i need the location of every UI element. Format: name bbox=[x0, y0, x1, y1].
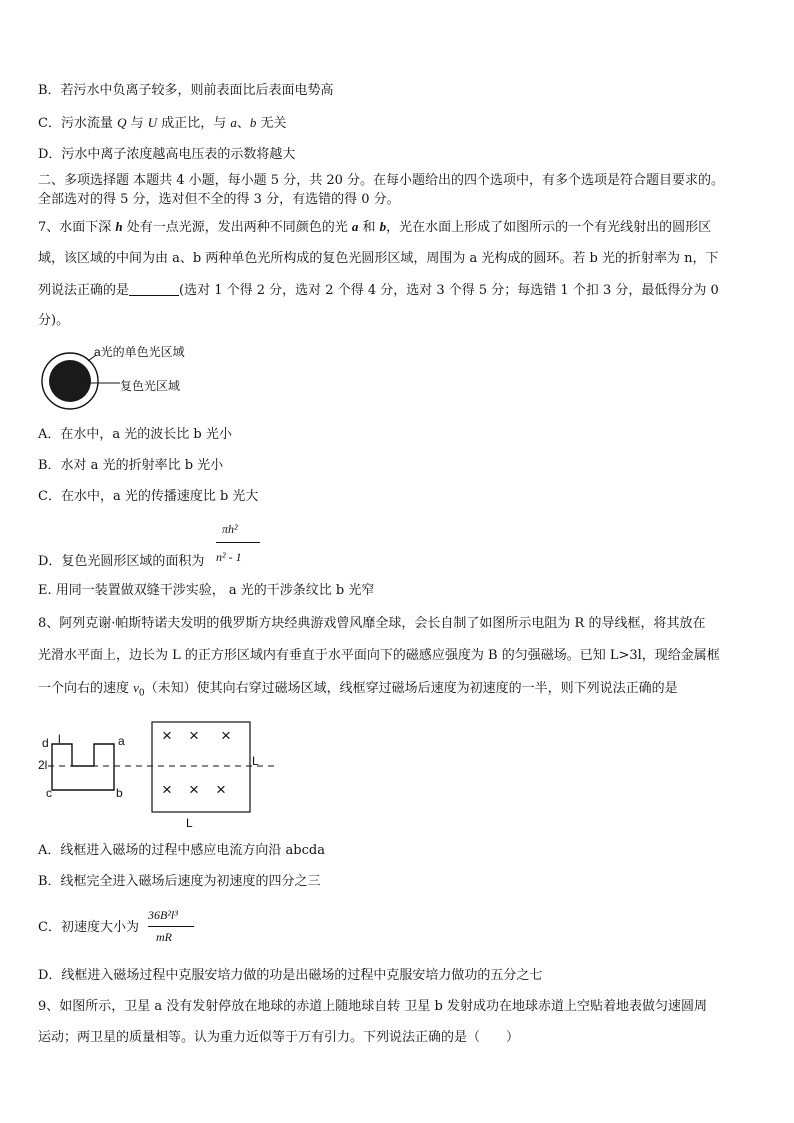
inner-region-label: 复色光区域 bbox=[120, 379, 181, 393]
formula8-denominator: mR bbox=[156, 930, 172, 944]
outer-region-label: a光的单色光区域 bbox=[94, 345, 185, 359]
q7-option-c: C．在水中，a 光的传播速度比 b 光大 bbox=[38, 489, 259, 504]
field-cross: × bbox=[189, 780, 199, 799]
formula-area bbox=[216, 520, 276, 570]
light-region-figure bbox=[38, 345, 238, 415]
q8-option-b: B．线框完全进入磁场后速度为初速度的四分之三 bbox=[38, 874, 321, 889]
field-cross: × bbox=[216, 780, 226, 799]
label-l: l bbox=[58, 732, 61, 746]
q8-option-c: C．初速度大小为 bbox=[38, 920, 139, 935]
option-d-prev: D．污水中离子浓度越高电压表的示数将越大 bbox=[38, 147, 296, 162]
q8-line2: 光滑水平面上，边长为 L 的正方形区域内有垂直于水平面向下的磁感应强度为 B 的匀强磁场。已知 L>3l，现给金属框 bbox=[38, 648, 720, 663]
q9-line2: 运动；两卫星的质量相等。认为重力近似等于万有引力。下列说法正确的是（ ） bbox=[38, 1030, 520, 1045]
formula8-bar bbox=[148, 926, 194, 927]
q8-option-a: A．线框进入磁场的过程中感应电流方向沿 abcda bbox=[38, 843, 325, 858]
q7-option-a: A．在水中，a 光的波长比 b 光小 bbox=[38, 427, 232, 442]
q7-option-e: E. 用同一装置做双缝干涉实验， a 光的干涉条纹比 b 光窄 bbox=[38, 583, 375, 598]
fraction-bar bbox=[216, 542, 260, 543]
section-instructions: 全部选对的得 5 分，选对但不全的得 3 分，有选错的得 0 分。 bbox=[38, 192, 400, 207]
field-cross: × bbox=[162, 726, 172, 745]
field-cross: × bbox=[221, 726, 231, 745]
label-d: d bbox=[42, 736, 49, 750]
option-c-prev: C．污水流量 Q 与 U 成正比，与 a、b 无关 bbox=[38, 115, 287, 131]
q9-line1: 9、如图所示，卫星 a 没有发射停放在地球的赤道上随地球自转 卫星 b 发射成功在地球赤道上空贴着地表做匀速圆周 bbox=[38, 999, 708, 1014]
formula-denominator: n² - 1 bbox=[216, 550, 242, 564]
answer-blank[interactable] bbox=[129, 283, 179, 296]
velocity-formula bbox=[148, 906, 218, 950]
label-a: a bbox=[118, 734, 125, 748]
q7-line3: 列说法正确的是 (选对 1 个得 2 分，选对 2 个得 4 分，选对 3 个得 5 分；每选错 1 个扣 3 分，最低得分为 0 bbox=[38, 283, 719, 298]
wire-frame-figure bbox=[38, 716, 288, 836]
section-heading: 二、多项选择题 本题共 4 小题，每小题 5 分，共 20 分。在每小题给出的四个选项中，有多个选项是符合题目要求的。 bbox=[38, 173, 725, 188]
label-c: c bbox=[46, 786, 52, 800]
field-cross: × bbox=[162, 780, 172, 799]
formula-numerator: πh² bbox=[222, 522, 238, 536]
q8-option-d: D．线框进入磁场过程中克服安培力做的功是出磁场的过程中克服安培力做功的五分之七 bbox=[38, 968, 543, 983]
wire-frame bbox=[52, 744, 114, 790]
label-2l: 2l bbox=[38, 758, 48, 772]
q8-line1: 8、阿列克谢·帕斯特诺夫发明的俄罗斯方块经典游戏曾风靡全球，会长自制了如图所示电阻为 R 的导线框，将其放在 bbox=[38, 616, 706, 631]
inner-disc bbox=[49, 360, 91, 402]
option-b-prev: B．若污水中负离子较多，则前表面比后表面电势高 bbox=[38, 83, 334, 98]
label-L-right: L bbox=[252, 754, 259, 768]
label-b: b bbox=[116, 786, 123, 800]
q7-line1: 7、水面下深 h 处有一点光源，发出两种不同颜色的光 a 和 b，光在水面上形成了如图所示的一个有光线射出的圆形区 bbox=[38, 219, 712, 235]
q7-option-d: D．复色光圆形区域的面积为 bbox=[38, 554, 205, 569]
q7-line2: 域，该区域的中间为由 a、b 两种单色光所构成的复色光圆形区域，周围为 a 光构成的圆环。若 b 光的折射率为 n，下 bbox=[38, 251, 719, 266]
q8-line3: 一个向右的速度 $v_0$（未知）使其向右穿过磁场区域，线框穿过磁场后速度为初速度的一半，则下列说法正确的是 bbox=[38, 680, 678, 699]
label-L-bottom: L bbox=[186, 816, 193, 830]
field-cross: × bbox=[189, 726, 199, 745]
q7-option-b: B．水对 a 光的折射率比 b 光小 bbox=[38, 458, 224, 473]
formula8-numerator: 36B²l³ bbox=[148, 908, 178, 922]
q7-line4: 分)。 bbox=[38, 313, 70, 328]
